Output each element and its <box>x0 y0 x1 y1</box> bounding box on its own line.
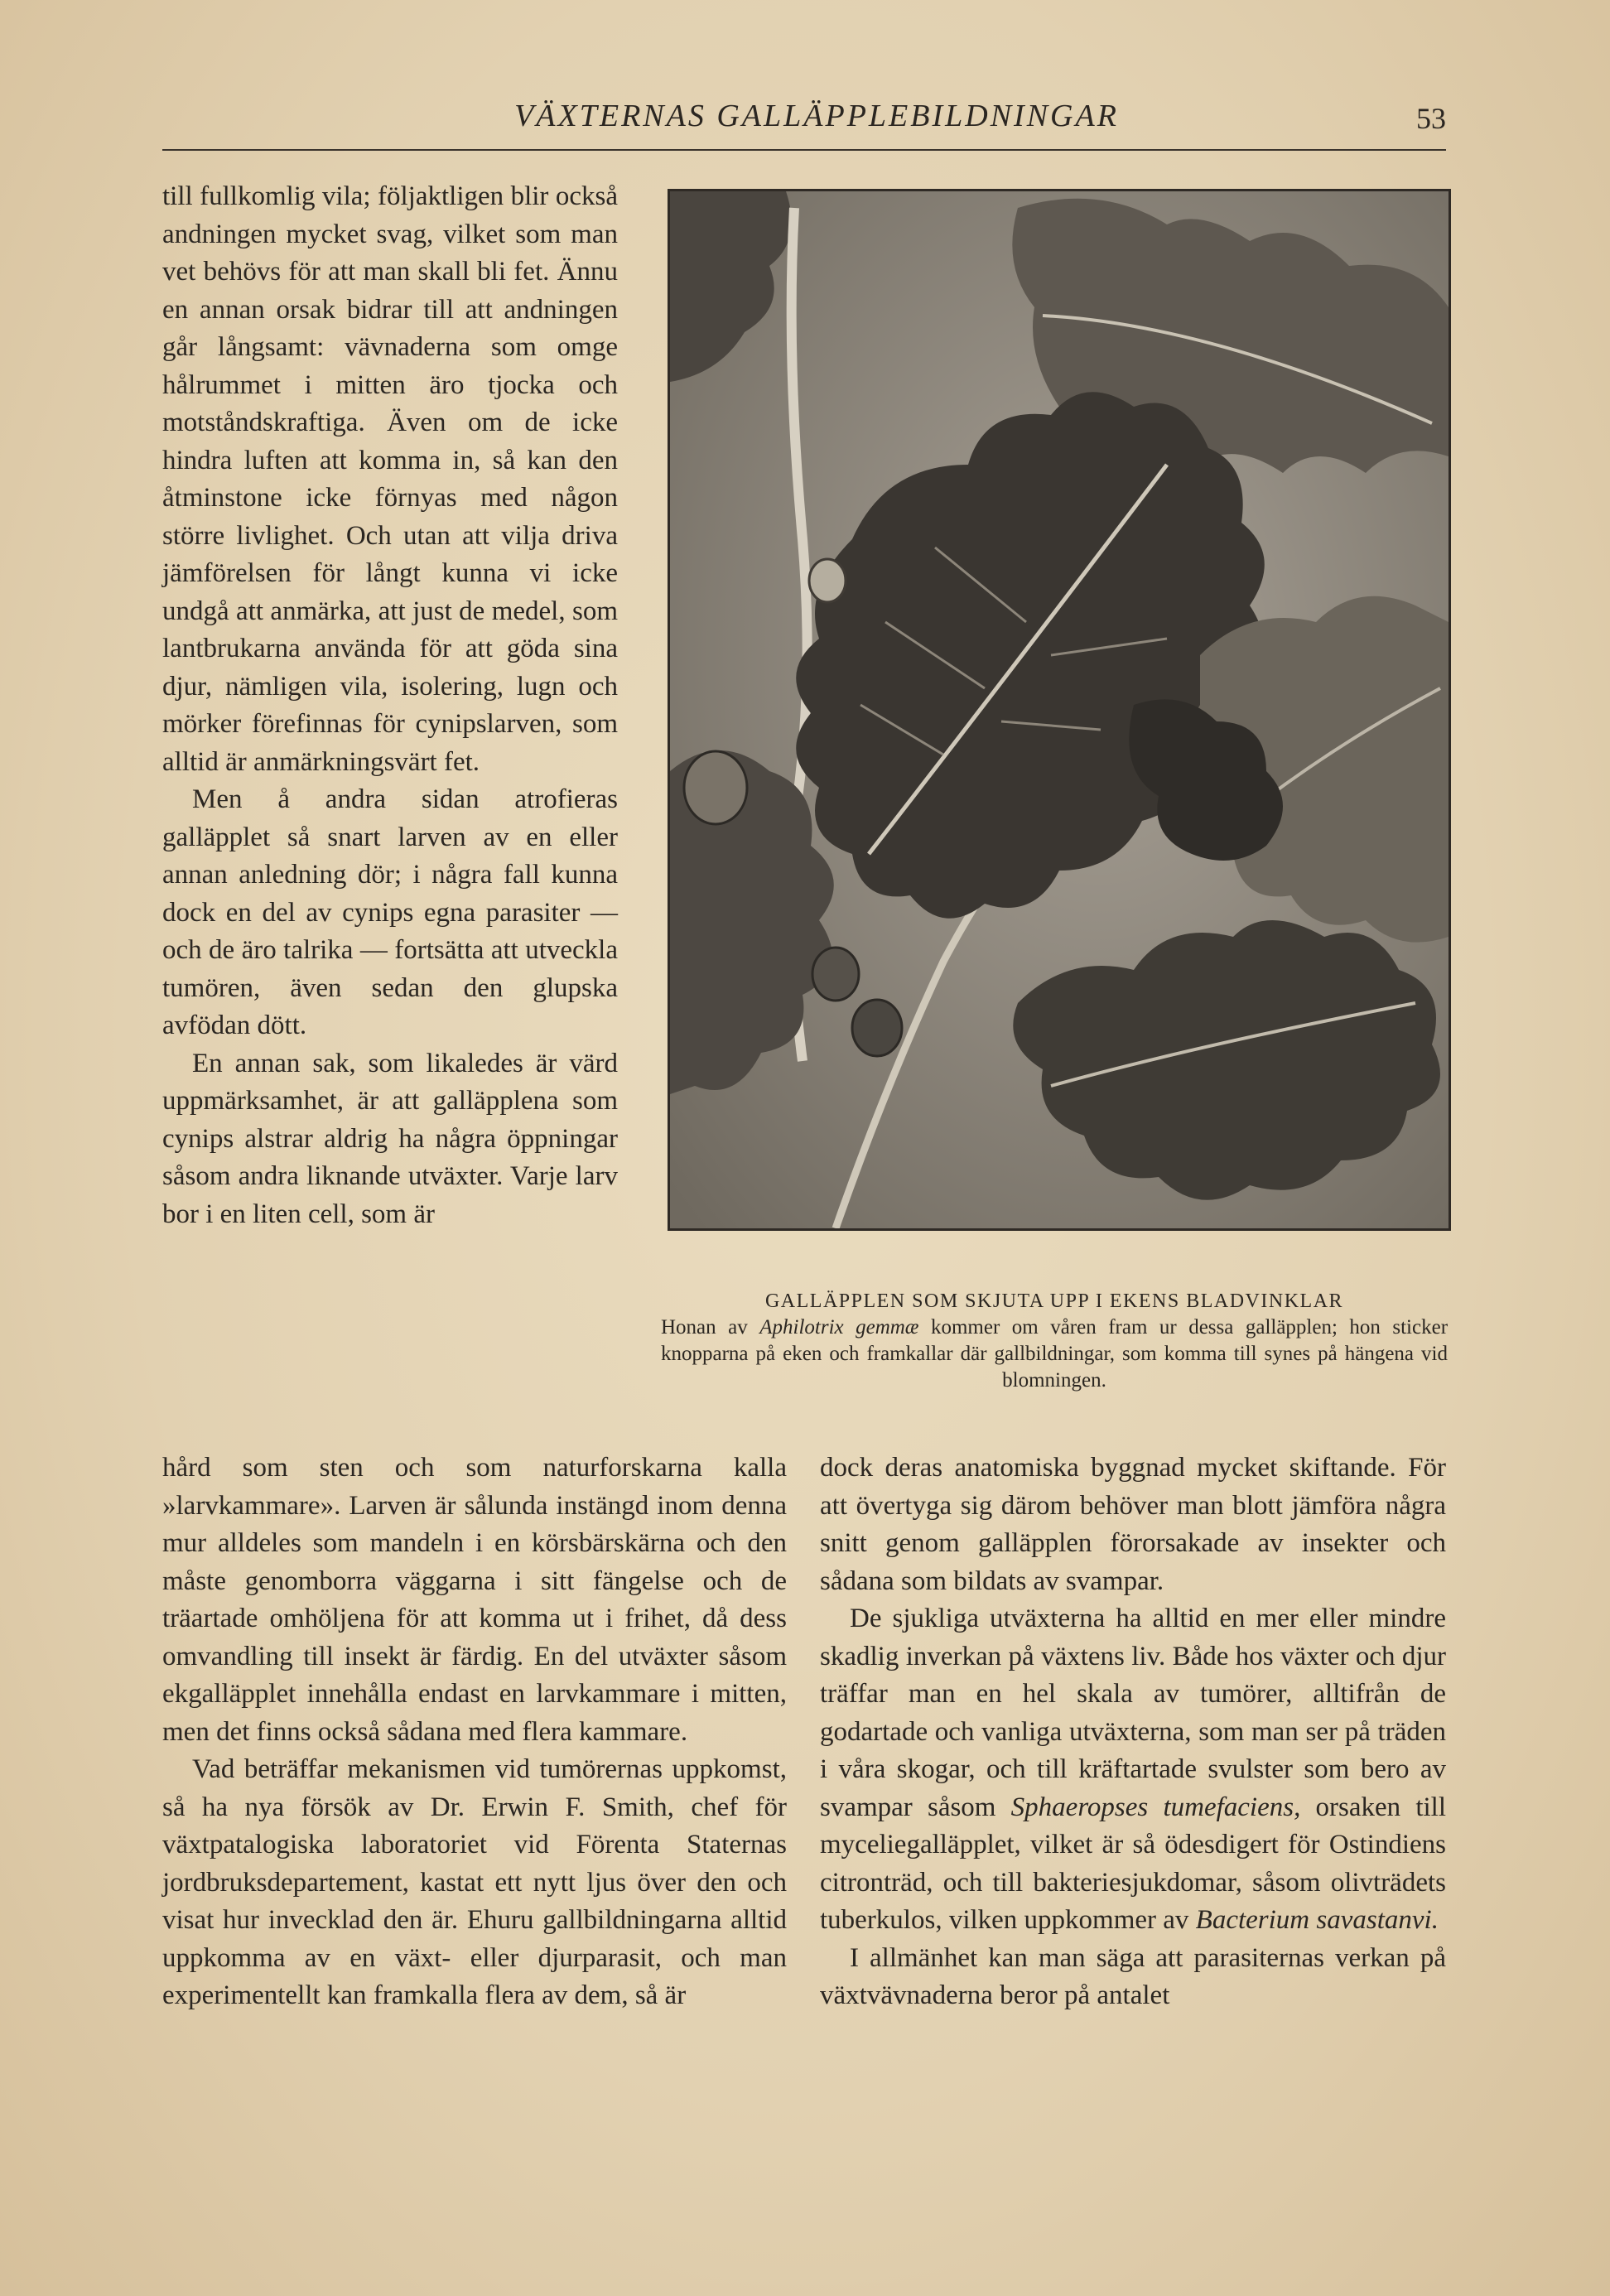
header-rule <box>162 149 1446 151</box>
figure-caption <box>661 1288 1448 1394</box>
species-name: Sphaeropses tumefaciens, <box>1010 1792 1301 1822</box>
gall <box>852 1000 902 1056</box>
right-column <box>820 1449 1446 2015</box>
paragraph: Men å andra sidan atrofieras galläpplet så snart larven av en eller annan anledning dör; i några fall kunna dock en del av cynips egna parasiter — och de äro talrika — fortsätta att utveckla tumören, även sedan den glupska avfödan dött. <box>162 784 618 1040</box>
caption-heading: GALLÄPPLEN SOM SKJUTA UPP I EKENS BLADVINKLAR <box>764 1290 1344 1312</box>
left-column-bottom <box>162 1449 787 2015</box>
paragraph: I allmänhet kan man säga att parasiternas verkan på växtvävnaderna beror på antalet <box>820 1942 1446 2010</box>
caption-post: kommer om våren fram ur dessa galläpplen; hon sticker knopparna på eken och framkallar där gallbildningar, som komma till synes på hängena vid blomningen. <box>661 1316 1449 1392</box>
paragraph: Vad beträffar mekanismen vid tumörernas uppkomst, så ha nya försök av Dr. Erwin F. Smith, chef för växtpatalogiska laboratoriet vid Förenta Staternas jordbruksdepartement, kastat ett nytt ljus över den och visat hur invecklad den är. Ehuru gallbildningarna alltid uppkomma av en växt- eller djurparasit, och man experimentellt kan framkalla flera av dem, så är <box>162 1754 787 2010</box>
paragraph-text: orsaken till myceliegalläpplet, vilket är så ödesdigert för Ostindiens citronträd, och till bakteriesjukdomar, såsom olivträdets tuberkulos, vilken uppkommer av <box>820 1792 1446 1935</box>
caption-text <box>661 1314 1448 1394</box>
paragraph: En annan sak, som likaledes är värd uppmärksamhet, är att galläpplena som cynips alstrar aldrig ha några öppningar såsom andra liknande utväxter. Varje larv bor i en liten cell, som är <box>162 1048 618 1229</box>
paragraph: dock deras anatomiska byggnad mycket skiftande. För att övertyga sig därom behöver man blott jämföra några snitt genom galläpplen förorsakade av insekter och sådana som bildats av svampar. <box>820 1453 1446 1596</box>
paragraph: hård som sten och som naturforskarna kalla »larvkammare». Larven är sålunda instängd inom denna mur alldeles som mandeln i en körsbärskärna och den måste genomborra väggarna i sitt fängelse och de träartade omhöljena för att komma ut i frihet, då dess omvandling till insekt är färdig. En del utväxter såsom ekgalläpplet innehålla endast en larvkammare i mitten, men det finns också sådana med flera kammare. <box>162 1453 787 1747</box>
paragraph-text: De sjukliga utväxterna ha alltid en mer eller mindre skadlig inverkan på växtens liv. Både hos växter och djur träffar man en hel skala av tumörer, alltifrån de godartade och vanliga utväxterna, som man ser på träden i våra skogar, och till kräftartade svulster som bero av svampar såsom <box>820 1604 1446 1822</box>
left-column-top <box>162 178 618 1233</box>
running-title: VÄXTERNAS GALLÄPPLEBILDNINGAR <box>514 99 1119 133</box>
gall <box>684 751 747 824</box>
caption-pre: Honan av <box>661 1316 748 1339</box>
paragraph <box>820 1600 1446 1940</box>
oak-gall-photograph <box>668 189 1451 1231</box>
caption-species: Aphilotrix gemmæ <box>759 1316 919 1339</box>
paragraph: till fullkomlig vila; följaktligen blir också andningen mycket svag, vilket som man vet behövs för att man skall bli fet. Ännu en annan orsak bidrar till att andningen går långsamt: vävnaderna som omge hålrummet i mitten äro tjocka och motståndskraftiga. Även om de icke hindra luften att komma in, så kan den åtminstone icke förnyas med någon större livlighet. Och utan att vilja driva jämförelsen för långt kunna vi icke undgå att anmärka, att just de medel, som lantbrukarna använda för att göda sina djur, nämligen vila, isolering, lugn och mörker förefinnas för cynipslarven, som alltid är anmärkningsvärt fet. <box>162 181 618 777</box>
gall <box>812 948 859 1001</box>
bacterium-name: Bacterium savastanvi. <box>1195 1905 1439 1935</box>
gall <box>809 559 846 602</box>
page-number: 53 <box>1416 102 1446 135</box>
running-header <box>162 98 1446 147</box>
